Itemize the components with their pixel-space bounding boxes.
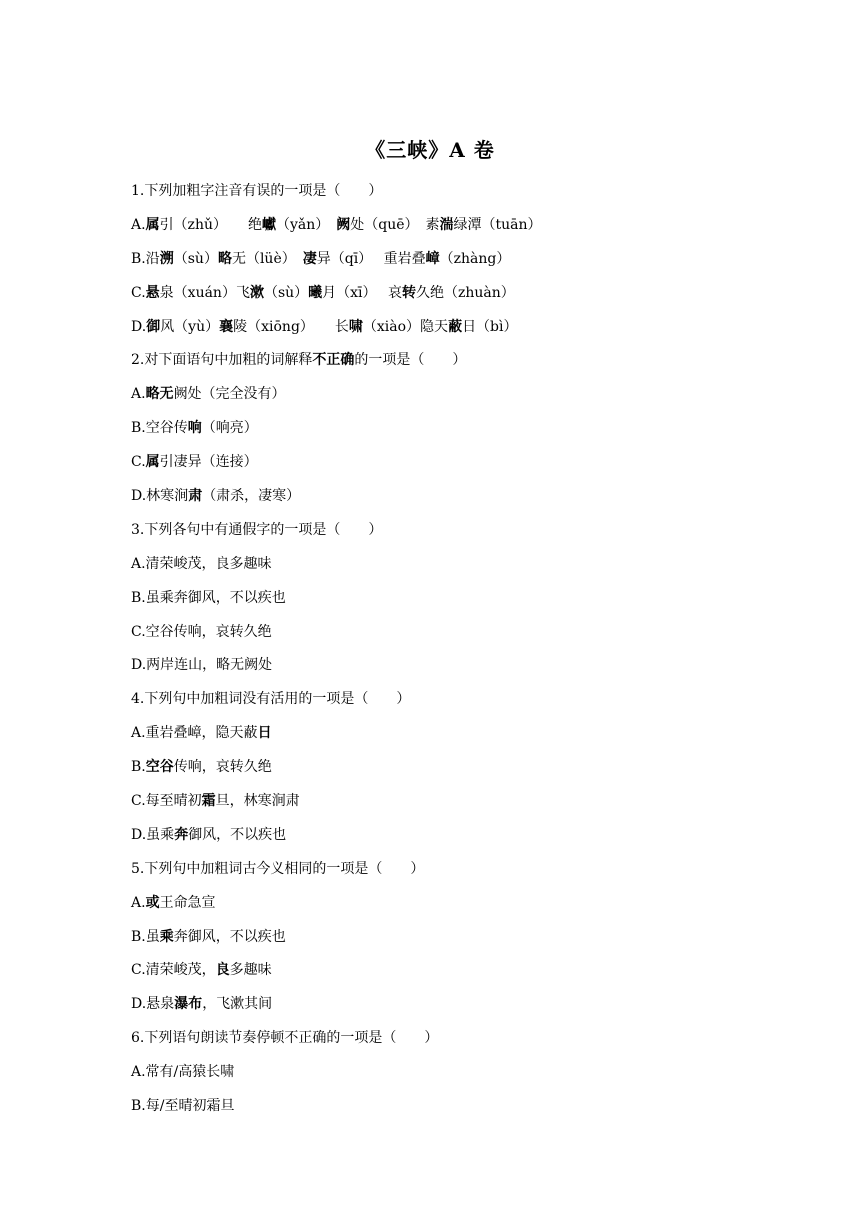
- bold-highlight: 肃: [188, 488, 203, 505]
- answer-option: [131, 277, 771, 311]
- text-segment: 陵（xiōng） 长: [233, 318, 349, 335]
- answer-option: [131, 311, 771, 345]
- bold-highlight: 转: [401, 284, 416, 301]
- bold-highlight: 瀑布: [174, 996, 203, 1013]
- bold-highlight: 溯: [159, 250, 174, 267]
- answer-option: [131, 954, 771, 988]
- answer-option: [131, 717, 771, 751]
- text-segment: 王命急宣: [159, 894, 216, 911]
- bold-highlight: 湍: [439, 216, 454, 233]
- question-stem: [131, 175, 771, 209]
- text-segment: ，飞漱其间: [202, 996, 273, 1013]
- text-segment: （响亮）: [201, 420, 258, 437]
- text-segment: 无（lüè）: [231, 250, 303, 267]
- bold-highlight: 良: [215, 962, 230, 979]
- text-segment: B.每/至晴初霜旦: [131, 1098, 235, 1115]
- text-segment: （yǎn）: [275, 216, 337, 233]
- bold-highlight: 阙: [336, 216, 351, 233]
- text-segment: A.: [131, 216, 146, 233]
- text-segment: 月（xī） 哀: [322, 284, 402, 301]
- answer-option: [131, 243, 771, 277]
- text-segment: 的一项是（ ）: [354, 352, 467, 369]
- text-segment: D.: [131, 318, 147, 335]
- bold-highlight: 蔽: [448, 318, 463, 335]
- bold-highlight: 属: [145, 216, 160, 233]
- question-stem: [131, 853, 771, 887]
- text-segment: A.常有/高猿长啸: [131, 1064, 235, 1081]
- text-segment: 风（yù）: [160, 318, 220, 335]
- bold-highlight: 巘: [261, 216, 276, 233]
- question-stem: [131, 514, 771, 548]
- bold-highlight: 不正确: [312, 352, 355, 369]
- bold-highlight: 嶂: [425, 250, 440, 267]
- text-segment: C.空谷传响，哀转久绝: [131, 623, 272, 640]
- question-stem: [131, 1022, 771, 1056]
- bold-highlight: 略: [217, 250, 232, 267]
- bold-highlight: 奔: [174, 826, 189, 843]
- answer-option: [131, 378, 771, 412]
- text-segment: 泉（xuán）飞: [159, 284, 250, 301]
- text-segment: 3.下列各句中有通假字的一项是（ ）: [131, 521, 383, 538]
- bold-highlight: 日: [257, 725, 272, 742]
- text-segment: D.林寒涧: [131, 488, 189, 505]
- text-segment: A.: [131, 386, 146, 403]
- text-segment: 引凄异（连接）: [159, 454, 258, 471]
- text-segment: 传响，哀转久绝: [173, 759, 272, 776]
- answer-option: [131, 1090, 771, 1124]
- bold-highlight: 乘: [159, 928, 174, 945]
- bold-highlight: 御: [146, 318, 161, 335]
- bold-highlight: 略无: [145, 386, 174, 403]
- text-segment: 处（quē） 素: [350, 216, 440, 233]
- answer-option: [131, 649, 771, 683]
- text-segment: B.沿: [131, 250, 160, 267]
- bold-highlight: 属: [145, 454, 160, 471]
- text-segment: C.每至晴初: [131, 793, 202, 810]
- bold-highlight: 空谷: [145, 759, 174, 776]
- document-title: 《三峡》A 卷: [365, 138, 495, 162]
- answer-option: [131, 446, 771, 480]
- text-segment: 5.下列句中加粗词古今义相同的一项是（ ）: [131, 860, 425, 877]
- answer-option: [131, 887, 771, 921]
- text-segment: 引（zhǔ） 绝: [159, 216, 262, 233]
- answer-option: [131, 209, 771, 243]
- answer-option: [131, 819, 771, 853]
- text-segment: 6.下列语句朗读节奏停顿不正确的一项是（ ）: [131, 1030, 439, 1047]
- bold-highlight: 霜: [201, 793, 216, 810]
- text-segment: 久绝（zhuàn）: [415, 284, 515, 301]
- text-segment: C.清荣峻茂，: [131, 962, 216, 979]
- text-segment: （xiào）隐天: [362, 318, 449, 335]
- text-segment: A.重岩叠嶂，隐天蔽: [131, 725, 258, 742]
- answer-option: [131, 751, 771, 785]
- answer-option: [131, 582, 771, 616]
- text-segment: （肃杀，凄寒）: [202, 488, 301, 505]
- text-segment: A.: [131, 894, 146, 911]
- answer-option: [131, 785, 771, 819]
- text-segment: 2.对下面语句中加粗的词解释: [131, 352, 313, 369]
- text-segment: 旦，林寒涧肃: [215, 793, 300, 810]
- answer-option: [131, 921, 771, 955]
- text-segment: B.虽乘奔御风，不以疾也: [131, 589, 286, 606]
- text-segment: 绿潭（tuān）: [453, 216, 542, 233]
- text-segment: （sù）: [263, 284, 309, 301]
- bold-highlight: 悬: [145, 284, 160, 301]
- text-segment: C.: [131, 284, 146, 301]
- text-segment: B.空谷传: [131, 420, 188, 437]
- text-segment: 1.下列加粗字注音有误的一项是（ ）: [131, 183, 383, 199]
- question-stem: [131, 683, 771, 717]
- text-segment: 多趣味: [229, 962, 272, 979]
- answer-option: [131, 988, 771, 1022]
- text-segment: B.: [131, 759, 146, 776]
- bold-highlight: 襄: [219, 318, 234, 335]
- text-segment: 日（bì）: [462, 318, 518, 335]
- text-segment: C.: [131, 454, 146, 471]
- text-segment: （sù）: [173, 250, 218, 267]
- text-segment: D.虽乘: [131, 826, 175, 843]
- bold-highlight: 啸: [348, 318, 363, 335]
- answer-option: [131, 480, 771, 514]
- answer-option: [131, 616, 771, 650]
- bold-highlight: 凄: [302, 250, 317, 267]
- bold-highlight: 曦: [308, 284, 323, 301]
- text-segment: 阙处（完全没有）: [173, 386, 286, 403]
- question-list: [131, 175, 771, 1124]
- text-segment: A.清荣峻茂，良多趣味: [131, 555, 272, 572]
- text-segment: 4.下列句中加粗词没有活用的一项是（ ）: [131, 691, 411, 708]
- text-segment: 御风，不以疾也: [188, 826, 287, 843]
- text-segment: 异（qī） 重岩叠: [316, 250, 426, 267]
- text-segment: B.虽: [131, 928, 160, 945]
- text-segment: （zhàng）: [439, 250, 511, 267]
- text-segment: 奔御风，不以疾也: [173, 928, 286, 945]
- bold-highlight: 响: [187, 420, 202, 437]
- bold-highlight: 或: [145, 894, 160, 911]
- answer-option: [131, 412, 771, 446]
- bold-highlight: 漱: [249, 284, 264, 301]
- text-segment: D.悬泉: [131, 996, 175, 1013]
- text-segment: D.两岸连山，略无阙处: [131, 657, 273, 674]
- answer-option: [131, 1056, 771, 1090]
- question-stem: [131, 344, 771, 378]
- answer-option: [131, 548, 771, 582]
